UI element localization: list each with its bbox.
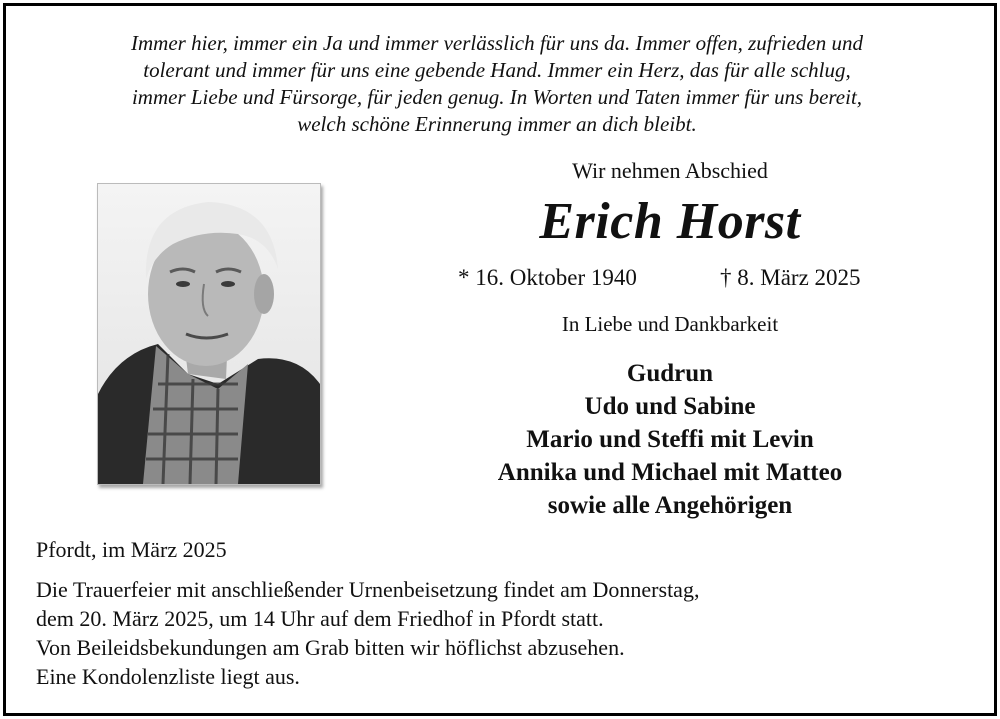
farewell-intro: Wir nehmen Abschied [572,158,768,183]
deceased-name: Erich Horst [539,193,801,250]
dedication-line: In Liebe und Dankbarkeit [561,312,779,336]
poem-line: Immer hier, immer ein Ja und immer verlässlich für uns da. Immer offen, zufrieden und [131,31,863,55]
place-date: Pfordt, im März 2025 [36,537,227,562]
mourner-line: Gudrun [626,360,714,387]
mourner-line: sowie alle Angehörigen [547,492,793,519]
birth-date: * 16. Oktober 1940 [458,265,637,290]
mourner-line: Udo und Sabine [584,393,756,420]
notice-line: Eine Kondolenzliste liegt aus. [36,664,300,689]
mourner-line: Annika und Michael mit Matteo [497,459,843,486]
death-date: † 8. März 2025 [720,265,861,290]
portrait-photo [97,183,321,485]
notice-line: Die Trauerfeier mit anschließender Urnenbeisetzung findet am Donnerstag, [36,577,700,602]
poem-line: welch schöne Erinnerung immer an dich bleibt. [297,112,697,136]
notice-line: dem 20. März 2025, um 14 Uhr auf dem Friedhof in Pfordt statt. [36,606,604,631]
mourners-list [450,357,890,522]
memorial-poem [0,30,994,138]
portrait-photo-icon [98,184,320,484]
mourner-line: Mario und Steffi mit Levin [526,426,814,453]
notice-line: Von Beileidsbekundungen am Grab bitten wir höflichst abzusehen. [36,635,625,660]
poem-line: immer Liebe und Fürsorge, für jeden genug. In Worten und Taten immer für uns bereit, [131,85,863,109]
poem-line: tolerant und immer für uns eine gebende Hand. Immer ein Herz, das für alle schlug, [143,58,851,82]
funeral-notice [36,575,699,691]
